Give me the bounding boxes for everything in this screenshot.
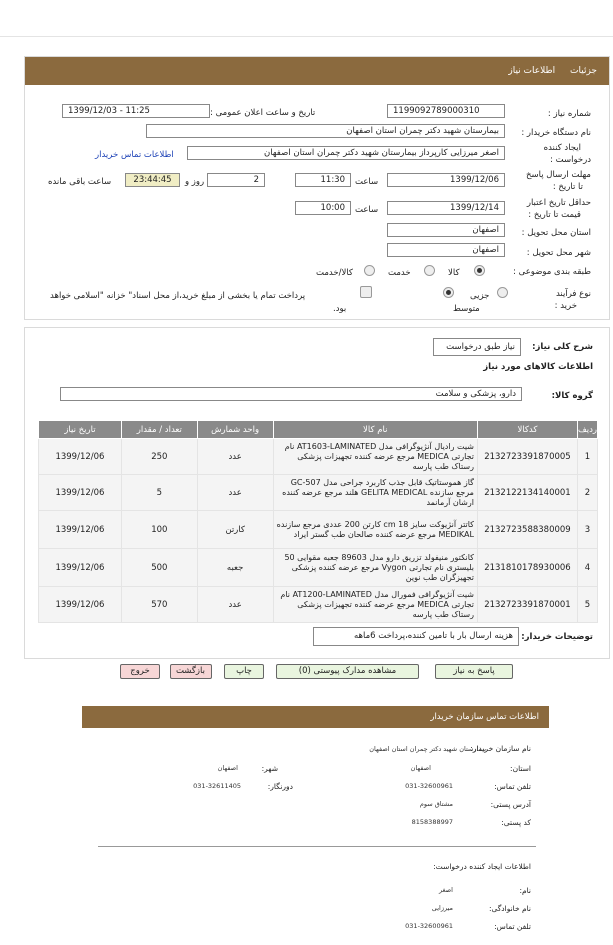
days-label: روز و — [185, 177, 205, 187]
days-field: 2 — [207, 173, 265, 187]
row-idx: 5 — [577, 587, 597, 623]
creator-label-1: ایجاد کننده — [543, 143, 581, 153]
name-value: اصغر — [438, 886, 453, 894]
reply-button[interactable]: پاسخ به نیاز — [435, 664, 513, 679]
validity-label-2: قیمت تا تاریخ : — [528, 210, 581, 220]
creator-label-2: درخواست : — [550, 155, 591, 165]
process-label-2: خرید : — [554, 301, 577, 311]
row-code: 2131810178930006 — [477, 549, 577, 587]
process-radio-minor[interactable] — [497, 287, 508, 298]
process-label-1: نوع فرآیند — [555, 289, 591, 299]
city-label: شهر محل تحویل : — [526, 248, 591, 258]
contact-divider — [98, 846, 536, 847]
tab-details[interactable]: جزئیات — [570, 66, 597, 76]
fax-value: 031-32611405 — [193, 782, 241, 790]
goods-table — [38, 420, 598, 623]
buyer-notes-label: توضیحات خریدار: — [521, 632, 593, 642]
row-date: 1399/12/06 — [39, 475, 122, 511]
announce-field[interactable]: 1399/12/03 - 11:25 — [62, 104, 210, 118]
tab-need-info[interactable]: اطلاعات نیاز — [508, 66, 556, 76]
buyer-field[interactable]: بیمارستان شهید دکتر چمران استان اصفهان — [146, 124, 505, 138]
row-idx: 2 — [577, 475, 597, 511]
contact-info-link[interactable]: اطلاعات تماس خریدار — [95, 150, 174, 160]
row-name: گاز هموستاتیک قابل جذب کاربرد جراحی مدل GC-507 مرجع سازنده GELITA MEDICAL هلند مرجع عرضه کننده ارشان آرمانمد — [273, 475, 477, 511]
group-label: گروه کالا: — [551, 391, 593, 401]
category-radio-goods[interactable] — [474, 265, 485, 276]
summary-label: شرح کلی نیاز: — [532, 342, 593, 352]
goods-table-wrap — [38, 420, 598, 623]
validity-time-label: ساعت — [355, 205, 379, 215]
col-idx: ردیف — [577, 421, 597, 439]
row-code: 2132723588380009 — [477, 511, 577, 549]
row-code: 2132122134140001 — [477, 475, 577, 511]
deadline-label-2: تا تاریخ : — [552, 182, 583, 192]
row-date: 1399/12/06 — [39, 587, 122, 623]
contact-header: اطلاعات تماس سازمان خریدار — [82, 706, 549, 728]
province-c-label: استان: — [510, 764, 531, 773]
goods-title: اطلاعات کالاهای مورد نیاز — [483, 362, 593, 372]
row-date: 1399/12/06 — [39, 511, 122, 549]
row-code: 2132723391870001 — [477, 587, 577, 623]
col-name: نام کالا — [273, 421, 477, 439]
phone-label: تلفن تماس: — [494, 782, 531, 791]
print-button[interactable]: چاپ — [224, 664, 264, 679]
table-row — [39, 549, 598, 587]
top-divider — [0, 36, 613, 37]
process-medium-label: متوسط — [453, 304, 480, 314]
panel-header — [25, 57, 609, 85]
row-unit: عدد — [197, 439, 273, 475]
creator-title: اطلاعات ایجاد کننده درخواست: — [433, 862, 531, 871]
category-goods-label: کالا — [448, 268, 460, 278]
back-button[interactable]: بازگشت — [170, 664, 212, 679]
row-qty: 570 — [121, 587, 197, 623]
org-label: نام سازمان خریدار: — [470, 744, 531, 753]
table-row — [39, 511, 598, 549]
row-name: کانکتور منیفولد تزریق دارو مدل 89603 جعبه مقوایی 50 بلیستری نام تجارتی Vygon مرجع عرضه کننده پزشکی تجهیزگران طب نوین — [273, 549, 477, 587]
fax-label: دورنگار: — [267, 782, 293, 791]
row-unit: کارتن — [197, 511, 273, 549]
category-both-label: کالا/خدمت — [316, 268, 353, 278]
row-qty: 500 — [121, 549, 197, 587]
announce-label: تاریخ و ساعت اعلان عمومی : — [210, 108, 316, 118]
cphone-value: 031-32600961 — [405, 922, 453, 930]
postal-value: 8158388997 — [411, 818, 453, 826]
address-value: مشتاق سوم — [419, 800, 453, 808]
payment-text-1: پرداخت تمام یا بخشی از مبلغ خرید،از محل اسناد" خزانه "اسلامی خواهد — [50, 291, 306, 301]
summary-field[interactable]: نیاز طبق درخواست — [433, 338, 521, 356]
need-info-panel — [24, 56, 610, 320]
deadline-date-field[interactable]: 1399/12/06 — [387, 173, 505, 187]
city-c-label: شهر: — [261, 764, 278, 773]
table-row — [39, 475, 598, 511]
process-minor-label: جزیی — [470, 291, 490, 301]
need-no-field[interactable]: 1199092789000310 — [387, 104, 505, 118]
family-label: نام خانوادگی: — [488, 904, 531, 913]
category-radio-both[interactable] — [364, 265, 375, 276]
payment-text-2: بود. — [333, 304, 347, 314]
row-qty: 5 — [121, 475, 197, 511]
col-code: کدکالا — [477, 421, 577, 439]
category-label: طبقه بندی موضوعی : — [513, 267, 591, 277]
row-name: شیت رادیال آنژیوگرافی مدل AT1603-LAMINATED نام تجارتی MEDICA مرجع عرضه کننده تجهیزات پزشکی رستاک طب پارسه — [273, 439, 477, 475]
col-date: تاریخ نیاز — [39, 421, 122, 439]
remaining-time: 23:44:45 — [125, 173, 180, 187]
phone-value: 031-32600961 — [405, 782, 453, 790]
province-field[interactable]: اصفهان — [387, 223, 505, 237]
treasury-checkbox[interactable] — [360, 286, 372, 298]
org-value: بیمارستان شهید دکتر چمران استان اصفهان — [369, 745, 486, 753]
row-idx: 3 — [577, 511, 597, 549]
row-code: 2132723391870005 — [477, 439, 577, 475]
category-service-label: خدمت — [388, 268, 411, 278]
province-label: استان محل تحویل : — [521, 228, 591, 238]
row-qty: 100 — [121, 511, 197, 549]
row-name: شیت آنژیوگرافی فمورال مدل AT1200-LAMINATED نام تجارتی MEDICA مرجع عرضه کننده تجهیزات پزشکی رستاک طب پارسه — [273, 587, 477, 623]
postal-label: کد پستی: — [501, 818, 531, 827]
validity-label-1: حداقل تاریخ اعتبار — [526, 198, 591, 208]
row-name: کاتتر آنژیوکت سایز 18 cm کارتن 200 عددی مرجع سازنده MEDIKAL مرجع عرضه کننده صالحان طب گستر ایراد — [273, 511, 477, 549]
validity-date-field[interactable]: 1399/12/14 — [387, 201, 505, 215]
col-qty: تعداد / مقدار — [121, 421, 197, 439]
address-label: آدرس پستی: — [490, 800, 531, 809]
row-unit: عدد — [197, 475, 273, 511]
row-idx: 4 — [577, 549, 597, 587]
city-c-value: اصفهان — [217, 764, 238, 772]
deadline-label-1: مهلت ارسال پاسخ — [526, 170, 591, 180]
row-unit: جعبه — [197, 549, 273, 587]
col-unit: واحد شمارش — [197, 421, 273, 439]
row-date: 1399/12/06 — [39, 439, 122, 475]
province-c-value: اصفهان — [410, 764, 431, 772]
buyer-notes-field[interactable]: هزینه ارسال بار با تامین کننده،پرداخت 6ماهه — [313, 627, 519, 646]
exit-button[interactable]: خروج — [120, 664, 160, 679]
validity-time-field[interactable]: 10:00 — [295, 201, 351, 215]
creator-field[interactable]: اصغر میرزایی کارپرداز بیمارستان شهید دکتر چمران استان اصفهان — [187, 146, 505, 160]
remaining-label: ساعت باقی مانده — [48, 177, 112, 187]
table-row — [39, 439, 598, 475]
family-value: میرزایی — [431, 904, 453, 912]
row-idx: 1 — [577, 439, 597, 475]
city-field[interactable]: اصفهان — [387, 243, 505, 257]
category-radio-service[interactable] — [424, 265, 435, 276]
table-row — [39, 587, 598, 623]
group-field[interactable]: دارو، پزشکی و سلامت — [60, 387, 522, 401]
need-no-label: شماره نیاز : — [547, 109, 591, 119]
cphone-label: تلفن تماس: — [494, 922, 531, 931]
name-label: نام: — [519, 886, 531, 895]
row-qty: 250 — [121, 439, 197, 475]
row-unit: عدد — [197, 587, 273, 623]
buyer-label: نام دستگاه خریدار : — [521, 128, 591, 138]
row-date: 1399/12/06 — [39, 549, 122, 587]
deadline-time-field[interactable]: 11:30 — [295, 173, 351, 187]
attachments-button[interactable]: مشاهده مدارک پیوستی (0) — [276, 664, 419, 679]
process-radio-medium[interactable] — [443, 287, 454, 298]
deadline-time-label: ساعت — [355, 177, 379, 187]
